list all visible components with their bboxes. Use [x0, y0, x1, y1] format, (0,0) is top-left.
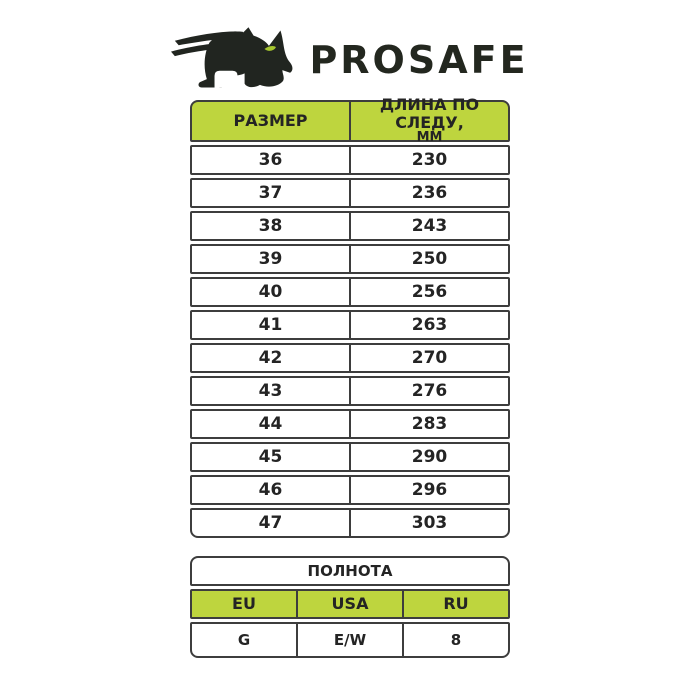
width-value-usa: E/W [296, 624, 402, 656]
size-column-header: РАЗМЕР [233, 111, 308, 131]
width-table-title: ПОЛНОТА [307, 561, 393, 580]
length-value: 296 [349, 477, 508, 503]
width-table-title-row [190, 556, 510, 586]
length-value: 283 [349, 411, 508, 437]
size-value: 36 [258, 149, 283, 170]
size-table-rows [190, 145, 510, 538]
length-value: 250 [349, 246, 508, 272]
length-value: 256 [349, 279, 508, 305]
length-value: 290 [349, 444, 508, 470]
width-table-header-row [190, 589, 510, 619]
length-value: 230 [349, 147, 508, 173]
size-value: 38 [258, 215, 283, 236]
length-value: 270 [349, 345, 508, 371]
size-value: 46 [258, 479, 283, 500]
size-table-row [190, 277, 510, 307]
length-column-header [349, 95, 508, 146]
size-value: 40 [258, 281, 283, 302]
size-table-row [190, 475, 510, 505]
size-table-header-row [190, 95, 510, 146]
size-value: 45 [258, 446, 283, 467]
width-table [190, 556, 510, 658]
length-value: 303 [349, 510, 508, 536]
size-table-row [190, 145, 510, 175]
length-value: 263 [349, 312, 508, 338]
size-value: 37 [258, 182, 283, 203]
rhino-icon [171, 26, 299, 90]
width-value-ru: 8 [402, 624, 508, 656]
size-table-row [190, 211, 510, 241]
length-column-header-line1: ДЛИНА ПО СЛЕДУ, [379, 95, 480, 132]
size-table-row [190, 310, 510, 340]
width-header-usa: USA [296, 591, 402, 617]
size-table-row [190, 508, 510, 538]
width-header-ru: RU [402, 591, 508, 617]
size-value: 47 [258, 512, 283, 533]
size-table [190, 95, 510, 538]
size-table-row [190, 244, 510, 274]
size-value: 41 [258, 314, 283, 335]
brand-name: PROSAFE [309, 38, 529, 82]
size-table-row [190, 343, 510, 373]
width-table-value-row [190, 622, 510, 658]
length-value: 276 [349, 378, 508, 404]
length-value: 243 [349, 213, 508, 239]
size-table-row [190, 409, 510, 439]
size-value: 43 [258, 380, 283, 401]
size-value: 42 [258, 347, 283, 368]
size-value: 44 [258, 413, 283, 434]
width-header-eu: EU [232, 594, 256, 614]
brand-header [0, 24, 700, 92]
size-table-row [190, 442, 510, 472]
length-value: 236 [349, 180, 508, 206]
size-table-row [190, 376, 510, 406]
length-column-header-line2: ММ [416, 130, 443, 146]
size-table-row [190, 178, 510, 208]
width-value-eu: G [237, 630, 251, 649]
size-value: 39 [258, 248, 283, 269]
